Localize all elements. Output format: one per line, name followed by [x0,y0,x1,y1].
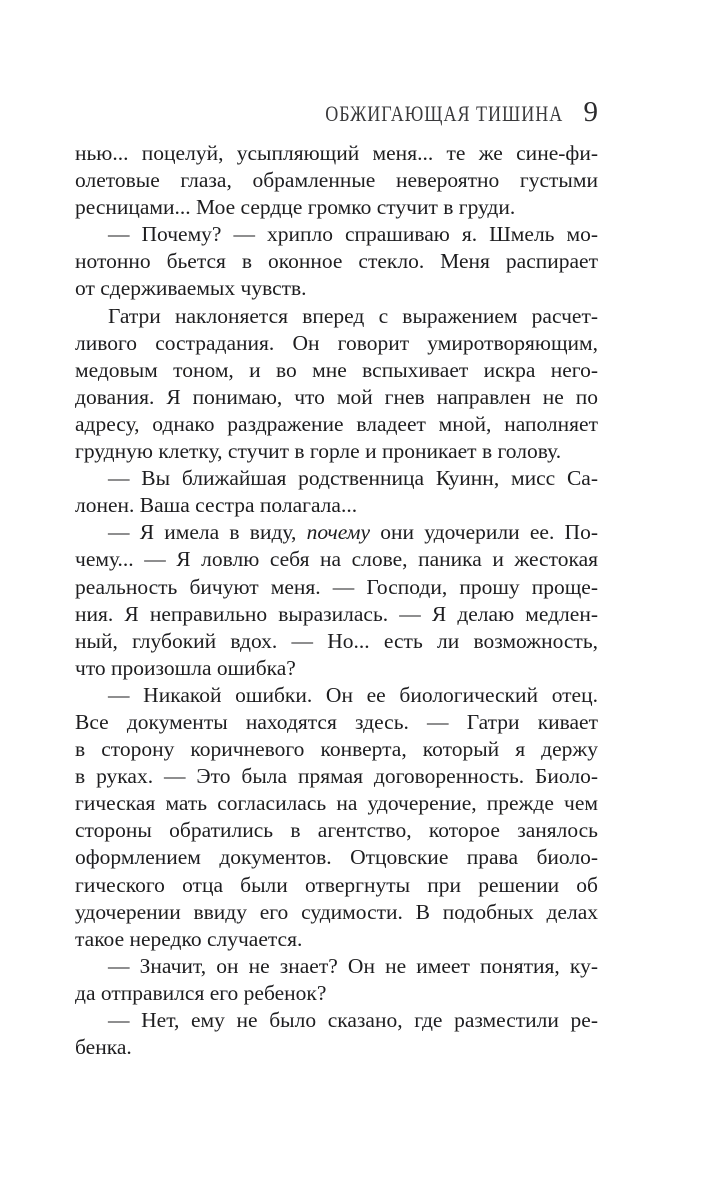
paragraph [75,465,598,519]
text-line: от сдерживаемых чувств. [75,276,307,301]
paragraph [75,140,598,221]
text-line: лонен. Ваша сестра полагала... [75,493,358,518]
paragraph [75,682,598,953]
text-line: бенка. [75,1035,132,1060]
text-line: гического отца были отвергнуты при решении об [75,872,598,897]
text-line: олетовые глаза, обрамленные невероятно густыми [75,168,598,193]
text-line: ный, глубокий вдох. — Но... есть ли возможность, [75,628,598,653]
text-line: дования. Я понимаю, что мой гнев направлен не по [75,384,598,409]
text-line: Гатри наклоняется вперед с выражением расчет- [108,303,598,328]
text-line: что произошла ошибка? [75,655,296,680]
text-line: — Вы ближайшая родственница Куинн, мисс Са- [108,466,598,491]
text-line: нотонно бьется в оконное стекло. Меня распирает [75,249,598,274]
page-text [75,140,598,1061]
text-line: стороны обратились в агентство, которое занялось [75,818,598,843]
text-line: в сторону коричневого конверта, который я держу [75,737,598,762]
text-line: грудную клетку, стучит в горле и проникает в голову. [75,439,562,464]
text-line: оформлением документов. Отцовские права биоло- [75,845,598,870]
text-line: гическая мать согласилась на удочерение, прежде чем [75,791,598,816]
paragraph [75,303,598,466]
text-line: в руках. — Это была прямая договоренность. Биоло- [75,764,598,789]
text-line: — Нет, ему не было сказано, где разместили ре- [108,1008,598,1032]
text-line: адресу, однако раздражение владеет мной, наполняет [75,411,598,436]
text-line: — Я имела в виду, почему они удочерили ее. По- [108,520,598,545]
text-line: ливого сострадания. Он говорит умиротворяющим, [75,330,598,355]
running-head [75,96,598,129]
text-line: — Никакой ошибки. Он ее биологический отец. [108,682,598,707]
paragraph [75,1007,598,1061]
page-number: 9 [583,96,598,128]
text-line: медовым тоном, и во мне вспыхивает искра него- [75,357,598,382]
text-line: — Значит, он не знает? Он не имеет понятия, ку- [108,953,598,978]
running-head-title: ОБЖИГАЮЩАЯ ТИШИНА [325,101,564,126]
text-line: чему... — Я ловлю себя на слове, паника и жестокая [75,547,598,572]
text-line: ния. Я неправильно выразилась. — Я делаю медлен- [75,601,598,626]
text-line: Все документы находятся здесь. — Гатри кивает [75,709,598,734]
text-line: удочерении ввиду его судимости. В подобных делах [75,899,598,924]
text-line: да отправился его ребенок? [75,980,327,1005]
text-line: ресницами... Мое сердце громко стучит в груди. [75,195,516,220]
paragraph [75,519,598,682]
paragraph [75,953,598,1007]
italic-text: почему [306,520,371,545]
text-line: нью... поцелуй, усыпляющий меня... те же сине-фи- [75,141,598,165]
paragraph [75,221,598,302]
text-line: реальность бичуют меня. — Господи, прошу проще- [75,574,598,599]
text-line: — Почему? — хрипло спрашиваю я. Шмель мо- [108,222,598,247]
text-line: такое нередко случается. [75,926,303,951]
